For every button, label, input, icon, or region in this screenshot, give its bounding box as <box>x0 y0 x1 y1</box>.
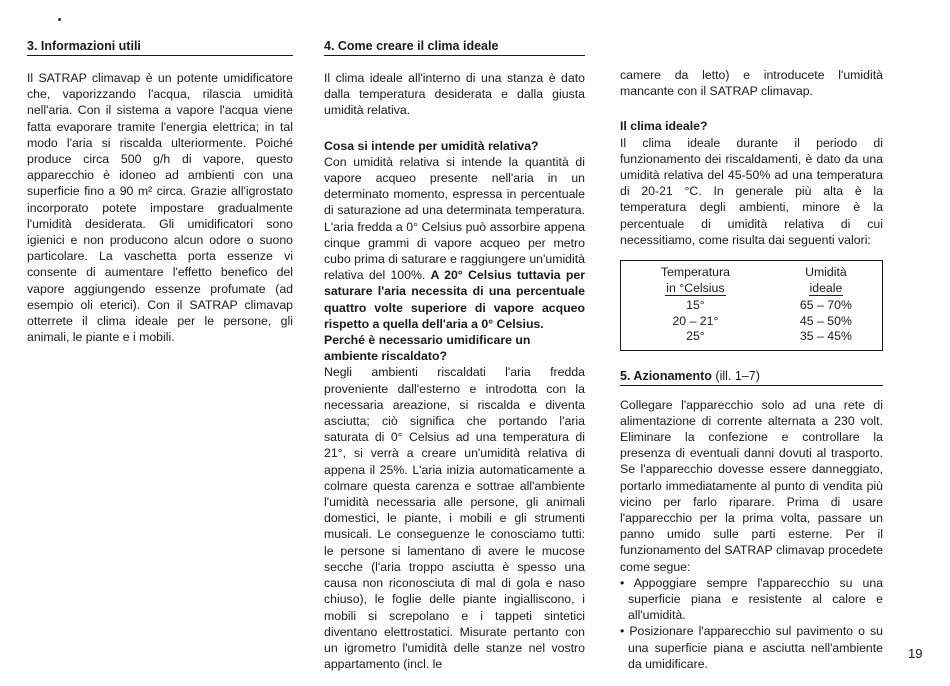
list-item: • Posizionare l'apparecchio sul pavimento o su una superficie piana e asciutta nell'ambiente da umidificare. <box>620 624 883 671</box>
table-cell-temp: 15° <box>686 298 705 313</box>
page-number: 19 <box>908 646 923 661</box>
paragraph-operation: Collegare l'apparecchio solo ad una rete di alimentazione di corrente alternata a 230 volt. Eliminare la confezione e controllare la presenza di eventuali danni dovuti al trasporto. Se l'apparecchio dovesse essere danneggiato, portarlo immediatamente al punto di vendita più vicino per farlo riparare. Prima di usare l'apparecchio per la prima volta, passare un panno umido sulle parti esterne. Per il funzionamento del SATRAP climavap procedete come segue: <box>620 397 883 574</box>
table-header-temperature-unit: in °Celsius <box>666 280 725 295</box>
paragraph-relative-humidity-bold: A 20° Celsius tuttavia per saturare l'aria necessita di una percentuale quattro volte superiore di vapore acqueo rispetto a quella dell'aria a 0° Celsius. <box>324 268 585 331</box>
paragraph-useful-info: Il SATRAP climavap è un potente umidificatore che, vaporizzando l'acqua, rilascia umidità nell'aria. Con il sistema a vapore l'acqua viene fatta evaporare tramite l'energia elettrica; in tal modo l'aria si riscalda ulteriormente. Poiché produce circa 500 g/h di vapore, questo apparecchio è idoneo ad ambienti con una superficie fino a 90 m² circa. Grazie all'igrostato incorporato potete impostare gradualmente l'umidità desiderata. Gli umidificatori sono igienici e non producono alcun odore o suono particolare. La vaschetta porta essenze vi consente di aumentare l'effetto benefico del vapore aggiungendo essenze profumate (ad esempio oli eterici). Con il SATRAP climavap otterrete il clima ideale per le persone, gli animali, le piante e i mobili. <box>27 71 293 345</box>
column-useful-info <box>27 0 293 345</box>
column-ideal-climate <box>324 0 585 672</box>
table-cell-temp: 25° <box>686 329 705 344</box>
table-header-temperature: Temperatura <box>660 265 730 280</box>
paragraph-intro: Il clima ideale all'interno di una stanza è dato dalla temperatura desiderata e dalla giusta umidità relativa. <box>324 71 585 118</box>
paragraph-why-humidify: Negli ambienti riscaldati l'aria fredda proveniente dall'esterno e introdotta con la necessaria areazione, si riscalda e diventa asciutta; ciò significa che portando l'aria saturata di 0° Celsius ad una temperatura di 21°, si verrà a creare un'umidità relativa di appena il 25%. L'aria inizia automaticamente a colmare questa carenza e sottrae all'ambiente l'umidità necessaria alle persone, gli animali domestici, le piante, i mobili e gli strumenti musicali. Le conseguenze le conosciamo tutti: le persone si lamentano di avere le mucose secche (l'aria troppo asciutta è spesso una causa non riconosciuta di mal di gola e naso chiuso), le foglie delle piante ingialliscono, i mobili si screpolano e i tappeti sintetici diventano elettrostatici. Misurate pertanto con un igrometro l'umidità delle stanze nel vostro appartamento (incl. le <box>324 365 585 672</box>
subheading-ideal-climate: Il clima ideale? <box>620 119 708 134</box>
table-header-humidity: Umidità <box>805 265 847 280</box>
paragraph-continuation: camere da letto) e introducete l'umidità mancante con il SATRAP climavap. <box>620 68 883 99</box>
section-heading-4: 4. Come creare il clima ideale <box>324 38 585 56</box>
subheading-relative-humidity: Cosa si intende per umidità relativa? <box>324 138 539 153</box>
table-row <box>621 329 883 350</box>
paragraph-ideal-climate: Il clima ideale durante il periodo di funzionamento dei riscaldamenti, è dato da una umidità relativa del 45-50% ad una temperatura di 20-21 °C. In generale più alta è la temperatura degli ambienti, minore è la percentuale di umidità relativa di cui necessitiamo, come risulta dai seguenti valori: <box>620 135 883 247</box>
table-row <box>621 298 883 314</box>
table-cell-humidity: 45 – 50% <box>799 313 852 328</box>
table-row <box>621 314 883 330</box>
column-continued <box>620 0 883 672</box>
table-cell-humidity: 65 – 70% <box>799 298 852 313</box>
paragraph-relative-humidity-text: Con umidità relativa si intende la quantità di vapore acqueo presente nell'aria in un determinato momento, espressa in percentuale di saturazione ad una determinata temperatura. L'aria fredda a 0° Celsius può assorbire appena cinque grammi di vapore acqueo per metro cubo prima di saturare e raggiungere un'umidità relativa del 100%. <box>324 154 585 283</box>
table-cell-humidity: 35 – 45% <box>799 329 852 344</box>
section-heading-5: 5. Azionamento (ill. 1–7) <box>620 368 883 386</box>
table-cell-temp: 20 – 21° <box>672 313 719 328</box>
list-item: • Appoggiare sempre l'apparecchio su una superficie piana e resistente al calore e all'umidità. <box>620 575 883 623</box>
section-heading-3: 3. Informazioni utili <box>27 38 293 56</box>
humidity-table <box>620 260 883 351</box>
paragraph-relative-humidity <box>324 154 585 332</box>
table-header-humidity-ideal: ideale <box>809 280 843 295</box>
instruction-list <box>620 575 883 672</box>
subheading-why-humidify: Perché è necessario umidificare un ambiente riscaldato? <box>324 333 531 364</box>
